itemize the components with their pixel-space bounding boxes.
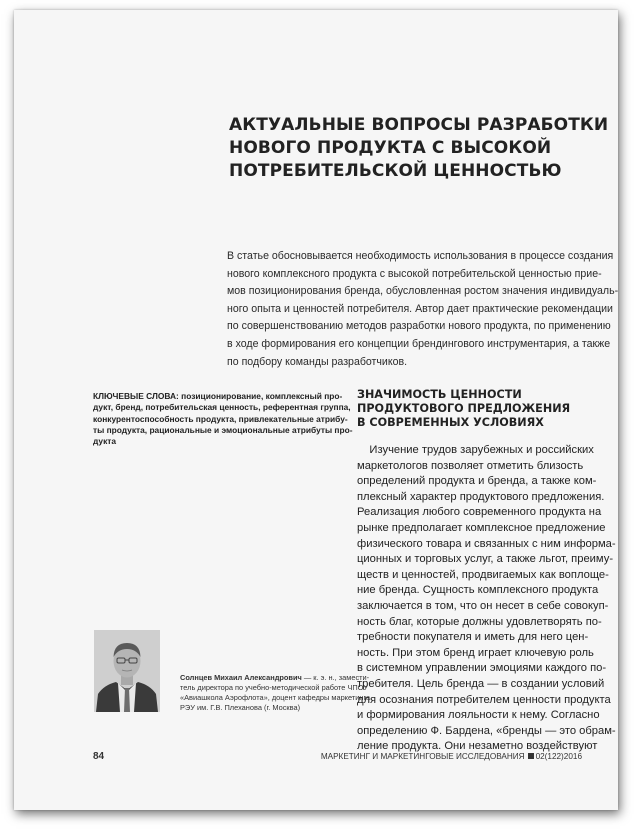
- body-line: ционных и торговых услуг, а также льгот, преиму-: [357, 553, 614, 566]
- page-number: 84: [93, 751, 105, 762]
- journal-name: МАРКЕТИНГ И МАРКЕТИНГОВЫЕ ИССЛЕДОВАНИЯ: [320, 752, 525, 761]
- bio-line: тель директора по учебно-методической работе ЧПОУ: [180, 683, 368, 692]
- body-line: определению Ф. Бардена, «бренды — это обрам-: [357, 724, 616, 737]
- journal-issue: 02(122)2016: [535, 752, 582, 761]
- section-heading-line: В СОВРЕМЕННЫХ УСЛОВИЯХ: [357, 416, 544, 429]
- body-line: определений продукта и бренда, а также ком-: [357, 475, 597, 488]
- body-line: ление продукта. Они незаметно воздействуют: [357, 740, 598, 753]
- author-bio: [180, 673, 371, 713]
- article-title: [229, 114, 609, 183]
- article-abstract: [227, 248, 619, 371]
- body-line: ние бренда. Сущность комплексного продукта: [357, 584, 599, 597]
- body-line: Реализация любого современного продукта на: [357, 506, 602, 519]
- body-line: рынке предполагает комплексное предложение: [357, 521, 606, 534]
- article-title-line: НОВОГО ПРОДУКТА С ВЫСОКОЙ: [229, 138, 552, 158]
- body-line: требности покупателя и иметь для него цен-: [357, 631, 589, 644]
- keywords-line: конкурентоспособность продукта, привлекательные атрибу-: [93, 413, 348, 424]
- bio-line-text: — к. э. н., замести-: [301, 673, 370, 682]
- body-line: маркетологов позволяет отметить близость: [357, 459, 584, 472]
- body-line: Изучение трудов зарубежных и российских: [357, 444, 594, 456]
- body-line: и формирования лояльности к нему. Согласно: [357, 709, 600, 722]
- abstract-line: нового комплексного продукта с высокой потребительской ценностью прие-: [227, 267, 602, 280]
- body-line: ность благ, которые должны удовлетворять по-: [357, 615, 602, 628]
- author-name: Солнцев Михаил Александрович: [180, 673, 302, 682]
- journal-footer: [321, 752, 582, 761]
- article-title-line: АКТУАЛЬНЫЕ ВОПРОСЫ РАЗРАБОТКИ: [229, 115, 609, 135]
- author-portrait: [94, 630, 160, 712]
- keywords-block: [93, 391, 353, 447]
- article-title-line: ПОТРЕБИТЕЛЬСКОЙ ЦЕННОСТЬЮ: [229, 161, 562, 181]
- author-portrait-icon: [94, 630, 160, 712]
- square-separator-icon: [528, 753, 534, 759]
- abstract-line: по совершенствованию методов разработки нового продукта, по применению: [227, 320, 611, 333]
- bio-line: РЭУ им. Г.В. Плеханова (г. Москва): [180, 703, 301, 712]
- keywords-line: дукта: [93, 436, 117, 447]
- abstract-line: В статье обосновывается необходимость использования в процессе создания: [227, 250, 614, 262]
- keywords-line: ты продукта, рациональные и эмоциональные атрибуты про-: [93, 424, 353, 435]
- body-line: физического товара и связанных с ним информа-: [357, 537, 616, 550]
- section-body-text: [357, 443, 616, 755]
- abstract-line: в ходе формирования его концепции брендингового инструментария, а также: [227, 337, 611, 350]
- keywords-line: КЛЮЧЕВЫЕ СЛОВА: позиционирование, комплексный про-: [93, 391, 343, 401]
- bio-line: «Авиашкола Аэрофлота», доцент кафедры маркетинга: [180, 693, 371, 702]
- body-line: для осознания потребителем ценности продукта: [357, 693, 611, 706]
- abstract-line: мов позиционирования бренда, обусловленная ростом значения индивидуаль-: [227, 285, 619, 298]
- journal-page: [14, 10, 618, 810]
- abstract-line: по подбору команды разработчиков.: [227, 355, 408, 368]
- section-heading-line: ПРОДУКТОВОГО ПРЕДЛОЖЕНИЯ: [357, 402, 571, 415]
- body-line: в системном управлении эмоциями каждого по-: [357, 662, 607, 675]
- body-line: плексный характер продуктового предложения.: [357, 490, 605, 503]
- body-line: заключается в том, что он несет в себе совокуп-: [357, 599, 609, 612]
- body-line: ность. При этом бренд играет ключевую роль: [357, 646, 594, 659]
- keywords-line: дукт, бренд, потребительская ценность, референтная группа,: [93, 402, 351, 413]
- section-heading: [357, 388, 597, 430]
- body-line: требителя. Цель бренда — в создании условий: [357, 677, 605, 690]
- body-line: ществ и ценностей, продвигаемых как воплоще-: [357, 568, 609, 581]
- section-heading-line: ЗНАЧИМОСТЬ ЦЕННОСТИ: [357, 388, 522, 401]
- bio-line: [180, 673, 370, 683]
- abstract-line: ного опыта и ценностей потребителя. Автор дает практические рекомендации: [227, 302, 613, 315]
